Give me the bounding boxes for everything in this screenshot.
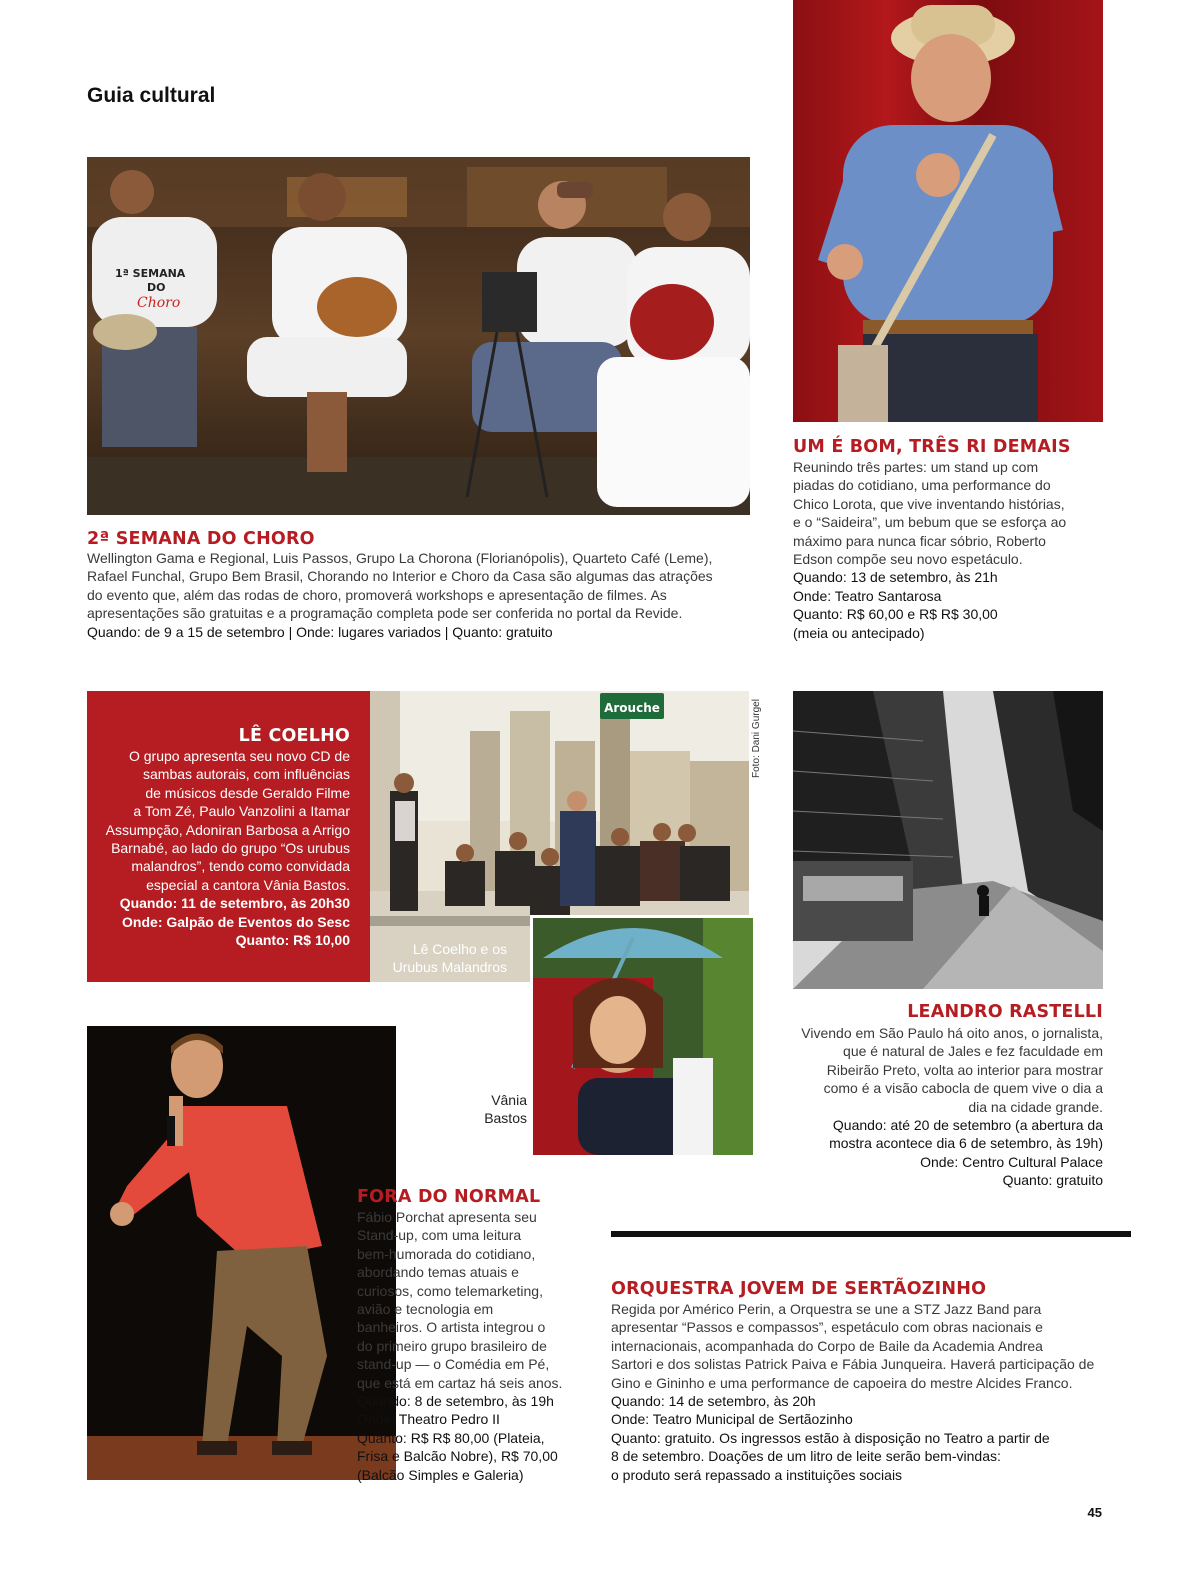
choro-body-line: Wellington Gama e Regional, Luis Passos, Grupo La Chorona (Florianópolis), Quarteto Café (Leme), xyxy=(87,550,713,566)
normal-info-line: (Balcão Simples e Galeria) xyxy=(357,1466,524,1483)
tres-body-line: Edson compõe seu novo espetáculo. xyxy=(793,551,1023,568)
coelho-body-line: de músicos desde Geraldo Filme xyxy=(145,784,350,801)
normal-body-line: do primeiro grupo brasileiro de xyxy=(357,1337,547,1354)
normal-body-line: stand-up — o Comédia em Pé, xyxy=(357,1356,550,1373)
choro-body-line: apresentações são gratuitas e a programação completa pode ser conferida no portal da Revide. xyxy=(87,605,683,622)
tres-body-line: e o “Saideira”, um bebum que se esforça ao xyxy=(793,514,1067,531)
normal-body-line: Fábio Porchat apresenta seu xyxy=(357,1209,537,1225)
rastelli-body-line: Vivendo em São Paulo há oito anos, o jornalista, xyxy=(801,1025,1103,1041)
coelho-body-line: Barnabé, ao lado do grupo “Os urubus xyxy=(111,840,350,857)
orquestra-body-line: Sartori e dos solistas Patrick Paiva e Fábia Junqueira. Haverá participação de xyxy=(611,1356,1095,1373)
rastelli-heading: LEANDRO RASTELLI xyxy=(907,1002,1103,1022)
tres-body-line: máximo para nunca ficar sóbrio, Roberto xyxy=(793,532,1046,549)
normal-body-line: que está em cartaz há seis anos. xyxy=(357,1374,563,1391)
orquestra-info-line: o produto será repassado a instituições sociais xyxy=(611,1466,903,1483)
rastelli-info-line: Quanto: gratuito xyxy=(1002,1172,1103,1189)
orquestra-body-line: internacionais, acompanhada do Corpo de Baile da Academia Andrea xyxy=(611,1337,1043,1354)
choro-body xyxy=(87,549,757,641)
normal-info-line: Onde: Theatro Pedro II xyxy=(357,1411,500,1428)
shirt-text-2: DO xyxy=(147,281,166,294)
normal-heading: FORA DO NORMAL xyxy=(357,1187,541,1207)
normal-body-line: Stand-up, com uma leitura xyxy=(357,1227,522,1244)
section-divider xyxy=(611,1231,1131,1237)
coelho-red-box xyxy=(87,691,370,982)
orquestra-body-line: apresentar “Passos e compassos”, espetáculo com obras nacionais e xyxy=(611,1319,1043,1336)
coelho-body-line: sambas autorais, com influências xyxy=(143,766,350,783)
orquestra-info-line: Quanto: gratuito. Os ingressos estão à disposição no Teatro a partir de xyxy=(611,1429,1050,1446)
choro-heading: 2ª SEMANA DO CHORO xyxy=(87,529,315,549)
caption-line: Lê Coelho e os xyxy=(412,941,507,957)
normal-body-line: bem-humorada do cotidiano, xyxy=(357,1245,536,1262)
normal-info-line: Quanto: R$ R$ 80,00 (Plateia, xyxy=(357,1429,545,1446)
orquestra-body xyxy=(611,1300,1111,1484)
rastelli-body-line: que é natural de Jales e fez faculdade em xyxy=(843,1043,1103,1060)
tres-info-line: Quanto: R$ 60,00 e R$ R$ 30,00 xyxy=(793,606,998,623)
rastelli-body-line: Ribeirão Preto, volta ao interior para mostrar xyxy=(826,1061,1103,1078)
city-street-bw-photo xyxy=(793,691,1103,989)
choro-info: Quando: de 9 a 15 de setembro | Onde: lugares variados | Quanto: gratuito xyxy=(87,623,553,640)
rastelli-info-line: Onde: Centro Cultural Palace xyxy=(920,1153,1103,1170)
orquestra-body-line: Gino e Gininho e uma performance de capoeira do mestre Alcides Franco. xyxy=(611,1374,1073,1391)
page-number: 45 xyxy=(1087,1505,1102,1520)
choro-body-line: Rafael Funchal, Grupo Bem Brasil, Chorando no Interior e Choro da Casa são algumas das atrações xyxy=(87,568,713,585)
normal-body xyxy=(357,1208,587,1484)
tres-info-line: (meia ou antecipado) xyxy=(793,624,925,641)
normal-info-line: Frisa e Balcão Nobre), R$ 70,00 xyxy=(357,1448,558,1465)
vania-caption xyxy=(450,1091,527,1127)
coelho-body-line: a Tom Zé, Paulo Vanzolini a Itamar xyxy=(133,803,350,820)
shirt-text-1: 1ª SEMANA xyxy=(115,267,186,280)
tres-body-line: Chico Lorota, que vive inventando histórias, xyxy=(793,495,1065,512)
orquestra-info-line: Onde: Teatro Municipal de Sertãozinho xyxy=(611,1411,853,1428)
coelho-body-line: O grupo apresenta seu novo CD de xyxy=(128,748,350,764)
rastelli-body xyxy=(790,1024,1103,1190)
caption-line: Vânia xyxy=(491,1092,527,1108)
vania-bastos-photo xyxy=(530,915,756,1158)
orquestra-info-line: 8 de setembro. Doações de um litro de leite serão bem-vindas: xyxy=(611,1448,1001,1465)
photo-credit xyxy=(749,690,765,780)
normal-body-line: curiosos, como telemarketing, xyxy=(357,1282,543,1299)
coelho-info-line: Onde: Galpão de Eventos do Sesc xyxy=(122,913,350,930)
rastelli-info-line: Quando: até 20 de setembro (a abertura da xyxy=(832,1117,1103,1134)
coelho-info-line: Quando: 11 de setembro, às 20h30 xyxy=(119,895,350,912)
tres-body-line: piadas do cotidiano, uma performance do xyxy=(793,477,1051,494)
stand-up-comedian-photo xyxy=(87,1026,396,1480)
coelho-body-line: Assumpção, Adoniran Barbosa a Arrigo xyxy=(105,821,350,838)
orquestra-body-line: Regida por Américo Perin, a Orquestra se une a STZ Jazz Band para xyxy=(611,1301,1042,1317)
orquestra-heading: ORQUESTRA JOVEM DE SERTÃOZINHO xyxy=(611,1279,987,1299)
rastelli-info-line: mostra acontece dia 6 de setembro, às 19h) xyxy=(829,1135,1103,1152)
rastelli-body-line: dia na cidade grande. xyxy=(968,1098,1103,1115)
choro-musicians-photo xyxy=(87,157,750,515)
photo-credit-text: Foto: Dani Gurgel xyxy=(751,699,762,778)
tres-body xyxy=(793,458,1103,642)
section-title: Guia cultural xyxy=(87,84,216,107)
orquestra-info-line: Quando: 14 de setembro, às 20h xyxy=(611,1393,816,1410)
normal-body-line: abordando temas atuais e xyxy=(357,1264,519,1281)
tres-body-line: Reunindo três partes: um stand up com xyxy=(793,459,1039,475)
rastelli-body-line: como é a visão cabocla de quem vive o dia a xyxy=(823,1080,1103,1097)
tres-heading: UM É BOM, TRÊS RI DEMAIS xyxy=(793,437,1071,457)
shirt-text-3: Choro xyxy=(137,295,181,311)
normal-body-line: avião e tecnologia em xyxy=(357,1301,494,1318)
coelho-heading: LÊ COELHO xyxy=(238,726,350,746)
tres-info-line: Quando: 13 de setembro, às 21h xyxy=(793,569,998,586)
caption-line: Bastos xyxy=(484,1110,527,1126)
caption-line: Urubus Malandros xyxy=(392,959,507,975)
choro-body-line: do evento que, além das rodas de choro, promoverá workshops e apresentação de filmes. As xyxy=(87,586,667,603)
coelho-info-line: Quanto: R$ 10,00 xyxy=(235,932,350,949)
tres-info-line: Onde: Teatro Santarosa xyxy=(793,587,942,604)
coelho-photo-caption xyxy=(370,940,507,976)
coelho-body-line: malandros”, tendo como convidada xyxy=(131,858,350,875)
comedian-hat-photo xyxy=(793,0,1103,422)
coelho-body xyxy=(80,747,350,949)
normal-info-line: Quando: 8 de setembro, às 19h xyxy=(357,1393,554,1410)
street-sign-text: Arouche xyxy=(604,701,660,715)
normal-body-line: banheiros. O artista integrou o xyxy=(357,1319,546,1336)
coelho-body-line: especial a cantora Vânia Bastos. xyxy=(146,876,350,893)
